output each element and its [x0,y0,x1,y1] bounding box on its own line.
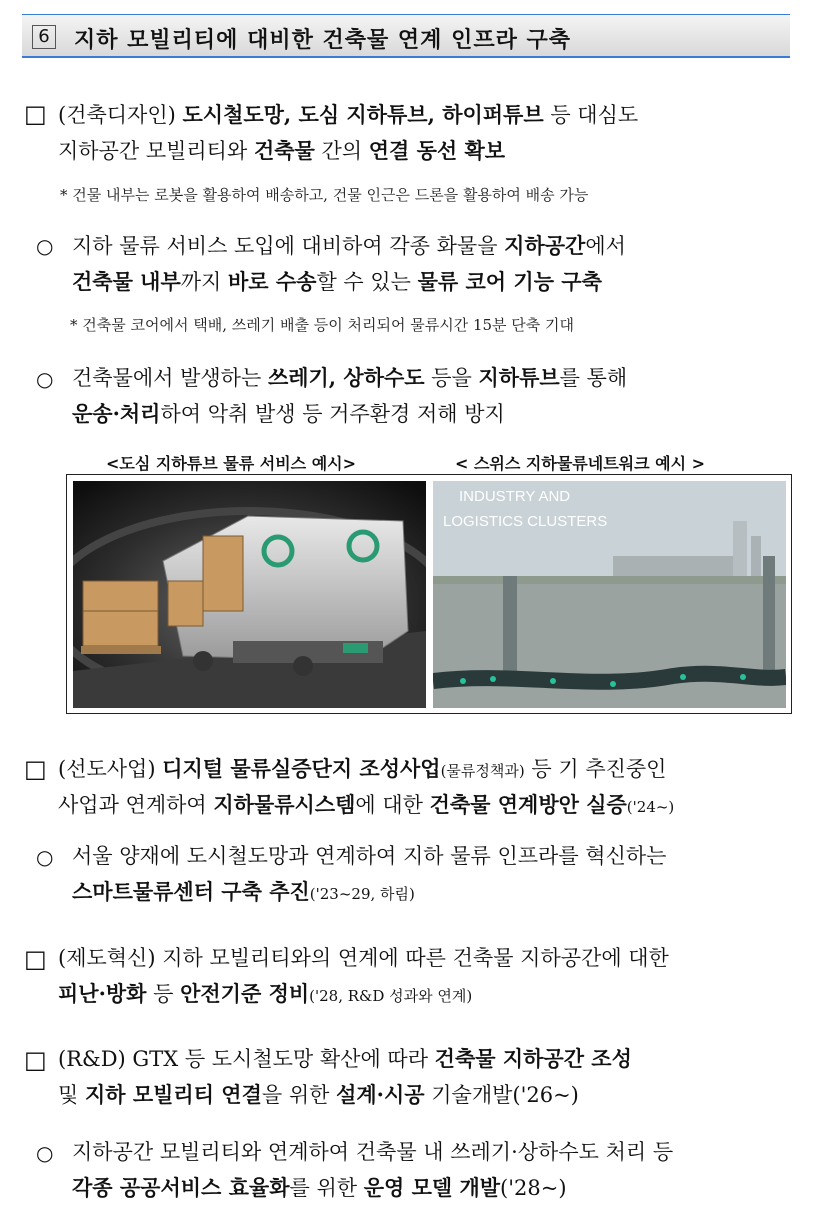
s1a-line1: 지하 물류 서비스 도입에 대비하여 각종 화물을 지하공간에서 [72,233,626,258]
s3-line1: (제도혁신) 지하 모빌리티와의 연계에 따른 건축물 지하공간에 대한 [58,946,669,970]
section-header [22,14,790,58]
s2a-line1: 서울 양재에 도시철도망과 연계하여 지하 물류 인프라를 혁신하는 [72,844,667,868]
caption-right: < 스위스 지하물류네트워크 예시 > [455,454,706,473]
s1a-note: * 건축물 코어에서 택배, 쓰레기 배출 등이 처리되어 물류시간 15분 단축 기대 [70,316,575,334]
square-bullet: □ [24,945,47,973]
example-images [66,474,792,714]
overlay-line1: INDUSTRY AND [459,488,571,505]
s2-line2: 사업과 연계하여 지하물류시스템에 대한 건축물 연계방안 실증('24~) [58,792,675,817]
square-bullet: □ [24,755,47,783]
s2a-line2: 스마트물류센터 구축 추진('23~29, 하림) [72,879,415,904]
circle-bullet: ○ [36,1141,54,1165]
s3-line2: 피난·방화 등 안전기준 정비('28, R&D 성과와 연계) [58,981,473,1006]
s4-line2: 및 지하 모빌리티 연결을 위한 설계·시공 기술개발('26~) [58,1082,579,1107]
square-bullet: □ [24,100,47,128]
s1b-line2: 운송·처리하여 악취 발생 등 거주환경 저해 방지 [72,401,505,426]
s4a-line1: 지하공간 모빌리티와 연계하여 건축물 내 쓰레기·상하수도 처리 등 [72,1140,674,1164]
s1a-line2: 건축물 내부까지 바로 수송할 수 있는 물류 코어 기능 구축 [72,269,602,294]
section-number: 6 [32,25,56,49]
overlay-line2: LOGISTICS CLUSTERS [443,513,608,530]
caption-left: <도심 지하튜브 물류 서비스 예시> [106,454,357,473]
circle-bullet: ○ [36,367,54,391]
s1-line1: (건축디자인) 도시철도망, 도심 지하튜브, 하이퍼튜브 등 대심도 [58,102,639,127]
s1-line2: 지하공간 모빌리티와 건축물 간의 연결 동선 확보 [58,138,506,163]
s2-line1: (선도사업) 디지털 물류실증단지 조성사업(물류정책과) 등 기 추진중인 [58,756,667,781]
circle-bullet: ○ [36,845,54,869]
section-title: 지하 모빌리티에 대비한 건축물 연계 인프라 구축 [74,28,571,53]
s1-note: * 건물 내부는 로봇을 활용하여 배송하고, 건물 인근은 드론을 활용하여 배송 가능 [60,186,589,204]
square-bullet: □ [24,1046,47,1074]
s4a-line2: 각종 공공서비스 효율화를 위한 운영 모델 개발('28~) [72,1175,567,1200]
s4-line1: (R&D) GTX 등 도시철도망 확산에 따라 건축물 지하공간 조성 [58,1046,632,1071]
s1b-line1: 건축물에서 발생하는 쓰레기, 상하수도 등을 지하튜브를 통해 [72,365,628,390]
tunnel-robot-image [73,481,426,708]
swiss-logistics-image [433,481,786,708]
circle-bullet: ○ [36,234,54,258]
